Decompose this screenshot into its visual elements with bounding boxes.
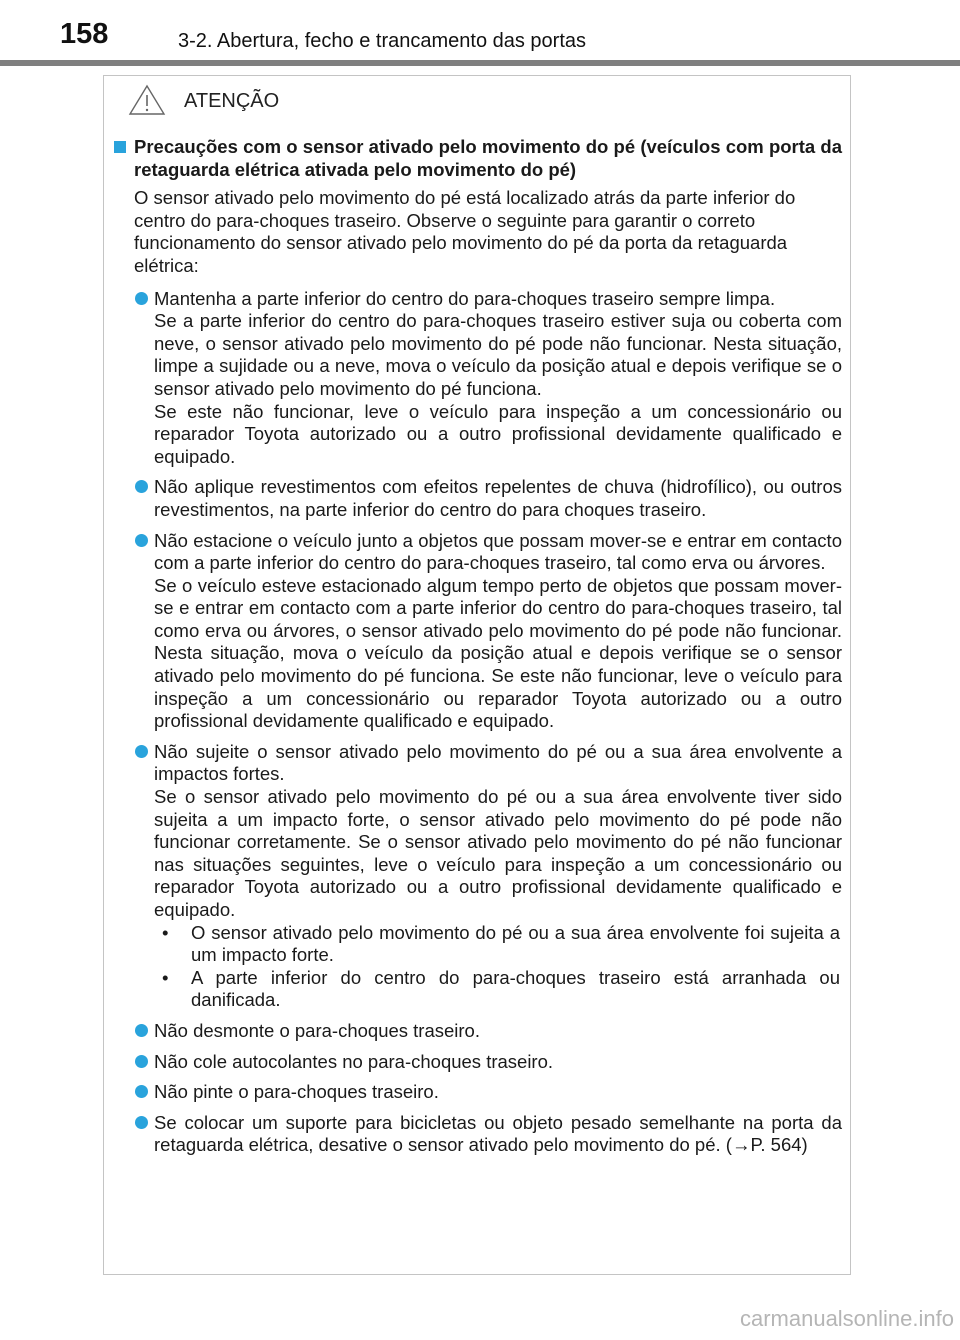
round-bullet-icon — [135, 1085, 148, 1098]
round-bullet-icon — [135, 1055, 148, 1068]
round-bullet-icon — [135, 534, 148, 547]
list-item — [114, 1020, 842, 1043]
item-paragraph: Mantenha a parte inferior do centro do para-choques traseiro sempre limpa. — [154, 287, 776, 309]
item-paragraph: Não desmonte o para-choques traseiro. — [154, 1019, 480, 1041]
page-number: 158 — [60, 18, 109, 50]
round-bullet-icon — [135, 1024, 148, 1037]
section-intro: O sensor ativado pelo movimento do pé está localizado atrás da parte inferior do centro do para-choques traseiro. Observe o seguinte para garantir o correto funcionamento do sensor ativado pelo movimento do pé da porta da retaguarda elétrica: — [134, 187, 796, 276]
list-item — [114, 288, 842, 469]
item-paragraph: Se o veículo esteve estacionado algum tempo perto de objetos que possam mover-se e entrar em contacto com a parte inferior do centro do para-choques traseiro, tal como erva ou árvores, o sensor ativado pelo movimento do pé pode não funcionar. Nesta situação, mova o veículo da posição atual e depois verifique se o sensor ativado pelo movimento do pé funciona. Se este não funcionar, leve o veículo para inspeção a um concessionário ou reparador Toyota autorizado ou a outro profissional devidamente qualificado e equipado. — [154, 574, 842, 732]
round-bullet-icon — [135, 480, 148, 493]
small-bullet-icon: • — [162, 966, 169, 988]
round-bullet-icon — [135, 292, 148, 305]
warning-content — [114, 136, 842, 1165]
list-item — [114, 1051, 842, 1074]
sub-item-text: O sensor ativado pelo movimento do pé ou a sua área envolvente foi sujeita a um impacto forte. — [191, 921, 840, 966]
sub-item-text: A parte inferior do centro do para-choques traseiro está arranhada ou danificada. — [191, 966, 840, 1011]
section-heading-text: Precauções com o sensor ativado pelo movimento do pé (veículos com porta da retaguarda elétrica ativada pelo movimento do pé) — [134, 136, 842, 180]
small-bullet-icon: • — [162, 921, 169, 943]
item-paragraph: Não sujeite o sensor ativado pelo movimento do pé ou a sua área envolvente a impactos fortes. — [154, 740, 842, 785]
page-header — [0, 0, 960, 60]
item-paragraph: Se este não funcionar, leve o veículo para inspeção a um concessionário ou reparador Toyota autorizado ou a outro profissional devidamente qualificado e equipado. — [154, 400, 842, 467]
header-rule — [0, 60, 960, 66]
sub-list-item — [154, 967, 842, 1012]
watermark: carmanualsonline.info — [739, 1306, 954, 1331]
warning-triangle-icon — [128, 84, 166, 116]
item-paragraph: Não pinte o para-choques traseiro. — [154, 1081, 439, 1103]
list-item — [114, 476, 842, 521]
section-heading — [114, 136, 842, 181]
round-bullet-icon — [135, 745, 148, 758]
chapter-title: 3-2. Abertura, fecho e trancamento das portas — [178, 30, 587, 52]
warning-label: ATENÇÃO — [184, 90, 280, 112]
list-item — [114, 530, 842, 733]
sub-list-item — [154, 922, 842, 967]
round-bullet-icon — [135, 1116, 148, 1129]
item-paragraph: Se colocar um suporte para bicicletas ou objeto pesado semelhante na porta da retaguarda elétrica, desative o sensor ativado pelo movimento do pé. (→P. 564) — [154, 1111, 842, 1156]
item-paragraph: Não estacione o veículo junto a objetos que possam mover-se e entrar em contacto com a parte inferior do centro do para-choques traseiro, tal como erva ou árvores. — [154, 529, 842, 574]
item-paragraph: Se o sensor ativado pelo movimento do pé ou a sua área envolvente tiver sido sujeita a um impacto forte, o sensor ativado pelo movimento do pé pode não funcionar corretamente. Se o sensor ativado pelo movimento do pé não funcionar nas situações seguintes, leve o veículo para inspeção a um concessionário ou reparador Toyota autorizado ou a outro profissional devidamente qualificado e equipado. — [154, 786, 842, 920]
square-bullet-icon — [114, 141, 126, 153]
item-paragraph: Não aplique revestimentos com efeitos repelentes de chuva (hidrofílico), ou outros revestimentos, na parte inferior do centro do para choques traseiro. — [154, 476, 842, 520]
list-item — [114, 1081, 842, 1104]
list-item — [114, 1112, 842, 1157]
item-paragraph: Não cole autocolantes no para-choques traseiro. — [154, 1050, 554, 1072]
item-paragraph: Se a parte inferior do centro do para-choques traseiro estiver suja ou coberta com neve, o sensor ativado pelo movimento do pé pode não funcionar. Nesta situação, limpe a sujidade ou a neve, mova o veículo da posição atual e depois verifique se o sensor ativado pelo movimento do pé funciona. — [154, 310, 842, 399]
warning-box — [103, 75, 851, 1275]
list-item — [114, 741, 842, 1012]
